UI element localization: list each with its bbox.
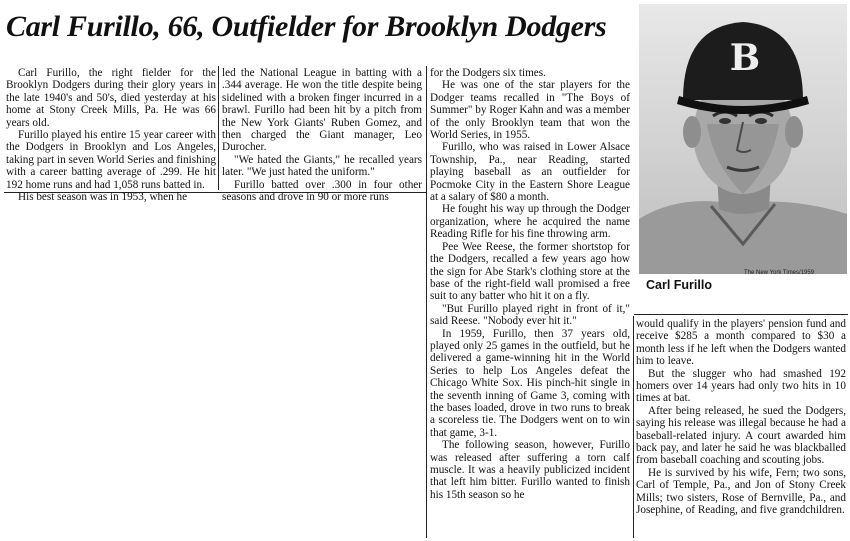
cap-logo: B [729, 37, 761, 79]
article-column-4 [636, 318, 846, 517]
photo-rule [634, 314, 848, 315]
paragraph: The following season, however, Furillo was released after suffering a torn calf muscle. It was a heavily publicized incident that left him bitter. Furillo wanted to finish his 15th season so he [430, 439, 630, 501]
paragraph: Furillo played his entire 15 year career with the Dodgers in Brooklyn and Los Angeles, taking part in seven World Series and finishing with a career batting average of .299. He hit 192 home runs and had 1,058 runs batted in. [6, 129, 216, 191]
article-column-1 [6, 67, 216, 203]
portrait-illustration [639, 4, 847, 274]
paragraph: After being released, he sued the Dodgers, saying his release was illegal because he had a baseball-related injury. A court awarded him back pay, and later he said he was blackballed from baseball coaching and scouting jobs. [636, 404, 846, 467]
paragraph: But the slugger who had smashed 192 homers over 14 years had only two hits in 10 times at bat. [636, 367, 846, 405]
paragraph: Furillo batted over .300 in four other seasons and drove in 90 or more runs [222, 178, 422, 204]
paragraph: Pee Wee Reese, the former shortstop for the Dodgers, recalled a few years ago how the sign for Abe Stark's clothing store at the base of the right-field wall promised a free suit to any batter who hit it on a fly. [430, 240, 630, 303]
paragraph: In 1959, Furillo, then 37 years old, played only 25 games in the outfield, but he delivered a game-winning hit in the World Series to help Los Angeles defeat the Chicago White Sox. His pinch-hit single in the seventh inning of Game 3, coming with the bases loaded, drove in two runs to break a scoreless tie. The Dodgers went on to win that game, 3-1. [430, 327, 630, 439]
article-column-2 [222, 67, 422, 203]
paragraph: "We hated the Giants," he recalled years later. "We just hated the uniform." [222, 153, 422, 179]
paragraph: would qualify in the players' pension fund and receive $285 a month compared to $30 a month less if he left when the Dodgers wanted him to leave. [636, 318, 846, 368]
paragraph: Furillo, who was raised in Lower Alsace Township, Pa., near Reading, started playing baseball as an outfielder for Pocmoke City in the Eastern Shore League at a salary of $80 a month. [430, 141, 630, 204]
paragraph: Carl Furillo, the right fielder for the Brooklyn Dodgers during their glory years in the late 1940's and 50's, died yesterday at his home at Stony Creek Mills, Pa. He was 66 years old. [6, 67, 216, 129]
column-rule [218, 66, 219, 190]
column-rule [426, 66, 427, 538]
paragraph: He fought his way up through the Dodger organization, where he acquired the name Reading Rifle for his fine throwing arm. [430, 203, 630, 241]
paragraph: led the National League in batting with a .344 average. He won the title despite being sidelined with a broken finger incurred in a brawl. Furillo had been hit by a pitch from the New York Giants' Ruben Gomez, and then charged the Giant manager, Leo Durocher. [222, 67, 422, 154]
column-rule [633, 316, 634, 538]
paragraph: "But Furillo played right in front of it," said Reese. "Nobody ever hit it." [430, 302, 630, 328]
paragraph: He was one of the star players for the Dodger teams recalled in "The Boys of Summer" by Roger Kahn and was a member of the only Brooklyn team that won the World Series, in 1955. [430, 79, 630, 142]
portrait-photo [639, 4, 847, 274]
headline: Carl Furillo, 66, Outfielder for Brooklyn Dodgers [6, 10, 607, 43]
paragraph: for the Dodgers six times. [430, 67, 546, 79]
article-column-3 [430, 67, 630, 501]
photo-caption: Carl Furillo [646, 278, 712, 292]
paragraph: His best season was in 1953, when he [18, 191, 188, 204]
photo-credit: The New York Times/1959 [744, 270, 815, 276]
paragraph: He is survived by his wife, Fern; two sons, Carl of Temple, Pa., and Jon of Stony Creek Mills; two sisters, Rose of Bernville, Pa., and Josephine, of Reading, and five grandchildren. [636, 466, 846, 517]
